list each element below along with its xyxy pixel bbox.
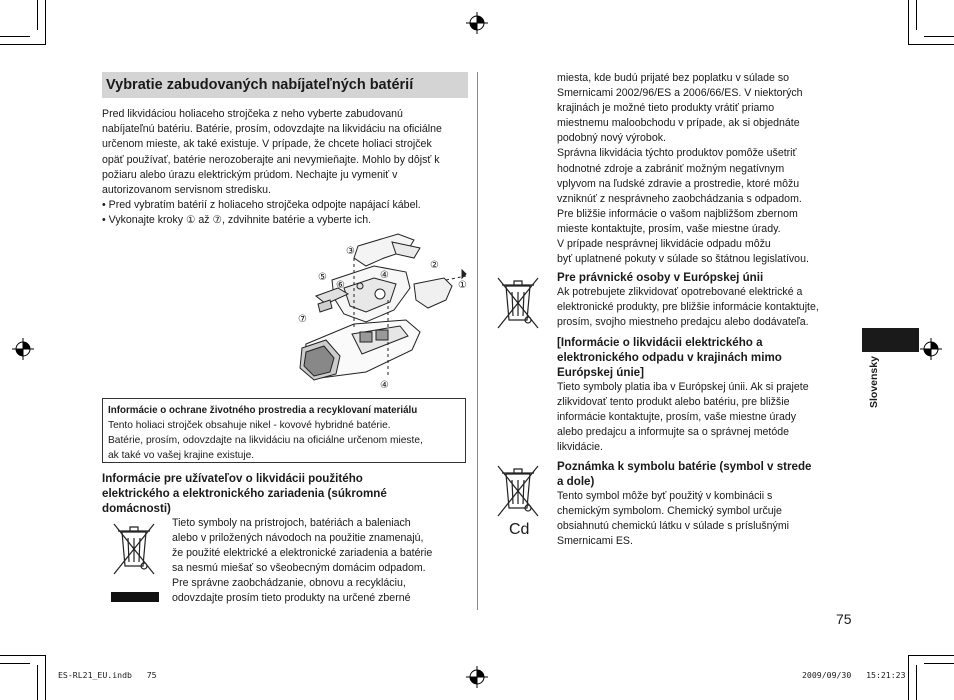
- footer-file-info: ES-RL21_EU.indb 75: [58, 670, 157, 680]
- text-line: alebo predajcu a informujte sa o správnej metóde: [557, 426, 790, 439]
- crop-mark: [909, 44, 954, 45]
- crossed-bin-icon: [492, 460, 544, 522]
- text-line: zlikvidovať tento produkt alebo batériu, pre bližšie: [557, 396, 790, 409]
- text-line: krajinách je možné tieto produkty vrátiť priamo: [557, 102, 775, 115]
- text-line: určenom mieste, ak také existuje. V prípade, že chcete holiaci strojček: [102, 138, 432, 151]
- shaver-disassembly-diagram: [296, 228, 472, 392]
- heading-line: domácnosti): [102, 502, 171, 515]
- text-line: Pred likvidáciou holiaceho strojčeka z neho vyberte zabudovanú: [102, 108, 403, 120]
- text-line: Tieto symboly platia iba v Európskej únii. Ak si prajete: [557, 381, 809, 393]
- text-line: podobný nový výrobok.: [557, 132, 666, 145]
- text-line: Tento holiaci strojček obsahuje nikel - kovové hybridné batérie.: [108, 420, 391, 431]
- text-line: opäť používať, batérie nerozoberajte ani nevymieňajte. Mohlo by dôjsť k: [102, 153, 440, 166]
- bullet-item: • Pred vybratím batérií z holiaceho strojčeka odpojte napájací kábel.: [102, 199, 421, 212]
- crop-mark: [0, 36, 30, 37]
- column-divider: [477, 72, 478, 610]
- chemical-symbol: Cd: [509, 521, 530, 538]
- text-line: Tieto symboly na prístrojoch, batériách a baleniach: [172, 517, 411, 529]
- text-line: obsiahnutú chemickú látku v súlade s príslušnými: [557, 520, 789, 533]
- black-bar: [111, 592, 159, 602]
- crop-mark: [45, 655, 46, 700]
- text-line: Pre správne zaobchádzanie, obnovu a recykláciu,: [172, 577, 406, 590]
- text-line: prosím, svojho miestneho predajcu alebo dodávateľa.: [557, 316, 809, 329]
- registration-mark-icon: [12, 338, 34, 360]
- text-line: informácie kontaktujte, prosím, vaše miestne úrady: [557, 411, 797, 424]
- crop-mark: [908, 0, 909, 45]
- bullet-item: • Vykonajte kroky ① až ⑦, zdvihnite batérie a vyberte ich.: [102, 214, 372, 227]
- language-tab: [862, 328, 919, 352]
- text-line: hodnotné zdroje a zabrániť možným negatívnym: [557, 162, 785, 175]
- text-line: miesta, kde budú prijaté bez poplatku v súlade so: [557, 72, 790, 84]
- diagram-step-label: ②: [430, 260, 439, 271]
- language-label: Slovensky: [868, 356, 880, 408]
- text-line: chemickým symbolom. Chemický symbol určuje: [557, 505, 782, 518]
- text-line: Smernicami ES.: [557, 535, 633, 548]
- heading-line: Poznámka k symbolu batérie (symbol v strede: [557, 460, 812, 473]
- text-line: byť uplatnené pokuty v súlade so štátnou legislatívou.: [557, 253, 809, 266]
- crop-mark: [909, 655, 954, 656]
- heading-line: elektrického a elektronického zariadenia (súkromné: [102, 487, 387, 500]
- footer-timestamp: 2009/09/30 15:21:23: [802, 670, 906, 680]
- crop-mark: [916, 0, 917, 30]
- crop-mark: [924, 663, 954, 664]
- user-info-text: [172, 516, 472, 607]
- crossed-bin-icon: [492, 272, 544, 334]
- diagram-step-label: ④: [380, 380, 389, 391]
- heading-line: a dole): [557, 475, 595, 488]
- text-line: Smernicami 2002/96/ES a 2006/66/ES. V niektorých: [557, 87, 803, 100]
- page-number: 75: [836, 611, 852, 627]
- crop-mark: [916, 665, 917, 700]
- crop-mark: [37, 665, 38, 700]
- text-line: ak také vo vašej krajine existuje.: [108, 450, 255, 461]
- diagram-step-label: ⑥: [336, 280, 345, 291]
- section-title: Vybratie zabudovaných nabíjateľných batérií: [102, 72, 468, 98]
- crop-mark: [45, 0, 46, 45]
- diagram-step-label: ①: [458, 280, 467, 291]
- heading-line: elektronického odpadu v krajinách mimo: [557, 351, 782, 364]
- text-line: nabíjateľnú batériu. Batérie, prosím, odovzdajte na likvidáciu na oficiálne: [102, 123, 442, 136]
- diagram-step-label: ⑦: [298, 314, 307, 325]
- heading-line: Európskej únie]: [557, 366, 644, 379]
- text-line: odovzdajte prosím tieto produkty na určené zberné: [172, 592, 411, 605]
- crop-mark: [0, 655, 45, 656]
- crop-mark: [0, 663, 30, 664]
- crop-mark: [908, 655, 909, 700]
- heading-line: [Informácie o likvidácii elektrického a: [557, 336, 763, 349]
- environment-info-box: [102, 398, 466, 463]
- text-line: požiaru alebo úrazu elektrickým prúdom. Nechajte ju vymeniť v: [102, 168, 398, 181]
- text-line: vplyvom na ľudské zdravie a prostredie, ktoré môžu: [557, 177, 800, 190]
- crop-mark: [924, 36, 954, 37]
- text-line: vzniknúť z nesprávneho zaobchádzania s odpadom.: [557, 192, 802, 205]
- env-box-heading: Informácie o ochrane životného prostredia a recyklovaní materiálu: [108, 405, 418, 416]
- text-line: sa nesmú miešať so všeobecným domácim odpadom.: [172, 562, 426, 575]
- registration-mark-icon: [466, 12, 488, 34]
- legal-entities-section: [557, 270, 857, 330]
- crop-mark: [37, 0, 38, 30]
- legal-heading: Pre právnické osoby v Európskej únii: [557, 271, 764, 284]
- text-line: V prípade nesprávnej likvidácie odpadu môžu: [557, 238, 771, 251]
- diagram-step-label: ⑤: [318, 272, 327, 283]
- text-line: Batérie, prosím, odovzdajte na likvidáciu na oficiálne určenom mieste,: [108, 435, 423, 446]
- text-line: alebo v priložených návodoch na použitie znamenajú,: [172, 532, 424, 545]
- text-line: že použité elektrické a elektronické zariadenia a batérie: [172, 547, 433, 560]
- text-line: elektronické produkty, pre bližšie informácie kontaktujte,: [557, 301, 819, 314]
- heading-line: Informácie pre užívateľov o likvidácii použitého: [102, 472, 363, 485]
- diagram-step-label: ④: [380, 270, 389, 281]
- text-line: autorizovanom servisnom stredisku.: [102, 184, 271, 197]
- user-info-heading: [102, 471, 472, 516]
- text-line: mieste kontaktujte, prosím, vaše miestne úrady.: [557, 222, 781, 235]
- battery-note-section: [557, 459, 857, 549]
- intro-text: [102, 107, 472, 229]
- text-line: Pre bližšie informácie o vašom najbližšom zbernom: [557, 207, 798, 220]
- continued-text: [557, 71, 857, 267]
- registration-mark-icon: [466, 666, 488, 688]
- text-line: Správna likvidácia týchto produktov pomôže ušetriť: [557, 147, 797, 160]
- text-line: Tento symbol môže byť použitý v kombinácii s: [557, 490, 773, 502]
- text-line: likvidácie.: [557, 441, 603, 454]
- diagram-step-label: ③: [346, 246, 355, 257]
- crop-mark: [0, 44, 45, 45]
- registration-mark-icon: [920, 338, 942, 360]
- outside-eu-section: [557, 335, 857, 455]
- text-line: Ak potrebujete zlikvidovať opotrebované elektrické a: [557, 286, 803, 298]
- crossed-bin-icon: [108, 518, 160, 588]
- text-line: miestnemu maloobchodu v prípade, ak si objednáte: [557, 117, 800, 130]
